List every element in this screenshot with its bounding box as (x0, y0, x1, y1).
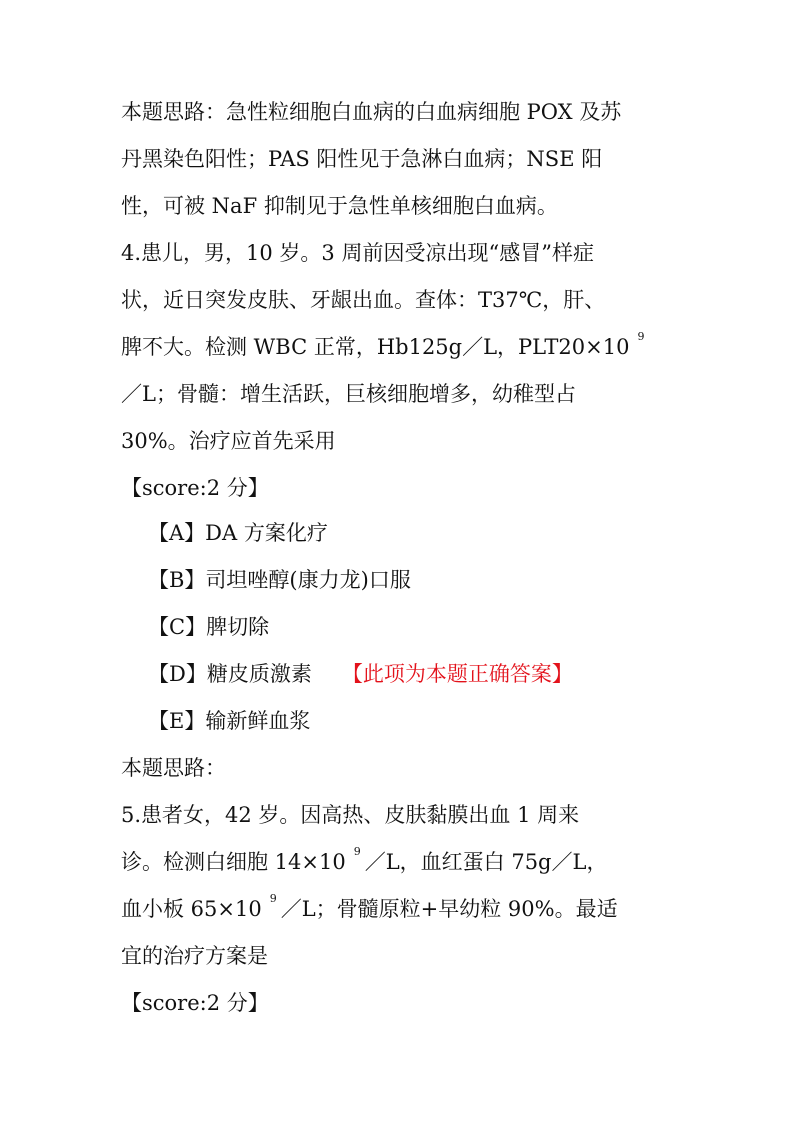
q4-option-a[interactable]: 【A】DA 方案化疗 (148, 521, 328, 545)
q3-reasoning-line-1: 本题思路：急性粒细胞白血病的白血病细胞 POX 及苏 (121, 100, 622, 124)
q5-stem-line-2-text: 诊。检测白细胞 14×10 (121, 850, 346, 874)
q4-stem-line-3-text: 脾不大。检测 WBC 正常，Hb125g／L，PLT20×10 (121, 335, 630, 359)
q4-exponent: 9 (637, 330, 645, 343)
q4-stem-line-1: 4.患儿，男，10 岁。3 周前因受凉出现“感冒”样症 (121, 241, 594, 265)
q4-stem-line-5: 30%。治疗应首先采用 (121, 429, 336, 453)
q3-reasoning-line-2: 丹黑染色阳性；PAS 阳性见于急淋白血病；NSE 阳 (121, 147, 603, 171)
q5-stem-line-3-text: 血小板 65×10 (121, 897, 262, 921)
q4-stem-line-4: ／L；骨髓：增生活跃，巨核细胞增多，幼稚型占 (121, 382, 576, 406)
q5-stem-line-3 (121, 894, 618, 928)
q3-reasoning-line-3: 性，可被 NaF 抑制见于急性单核细胞白血病。 (121, 194, 558, 218)
q4-option-d: 【D】糖皮质激素 (148, 662, 312, 686)
q5-score: 【score:2 分】 (121, 991, 269, 1015)
q4-stem-line-2: 状，近日突发皮肤、牙龈出血。查体：T37℃，肝、 (121, 288, 606, 312)
q5-exponent-2: 9 (269, 892, 277, 905)
q5-stem-line-1: 5.患者女，42 岁。因高热、皮肤黏膜出血 1 周来 (121, 803, 580, 827)
q4-score: 【score:2 分】 (121, 476, 269, 500)
q4-stem-line-3 (121, 332, 648, 366)
q4-reasoning: 本题思路： (121, 756, 226, 780)
q5-stem-line-2 (121, 847, 607, 881)
q5-exponent-1: 9 (353, 845, 361, 858)
q4-option-e[interactable]: 【E】输新鲜血浆 (148, 709, 311, 733)
q4-option-c[interactable]: 【C】脾切除 (148, 615, 270, 639)
q5-stem-line-4: 宜的治疗方案是 (121, 944, 268, 968)
q4-option-d-row[interactable] (148, 659, 573, 689)
q4-option-b[interactable]: 【B】司坦唑醇(康力龙)口服 (148, 568, 411, 592)
correct-answer-label: 【此项为本题正确答案】 (341, 662, 573, 686)
q5-stem-line-3-rest: ／L；骨髓原粒+早幼粒 90%。最适 (280, 897, 618, 921)
q5-stem-line-2-rest: ／L，血红蛋白 75g／L， (364, 850, 608, 874)
